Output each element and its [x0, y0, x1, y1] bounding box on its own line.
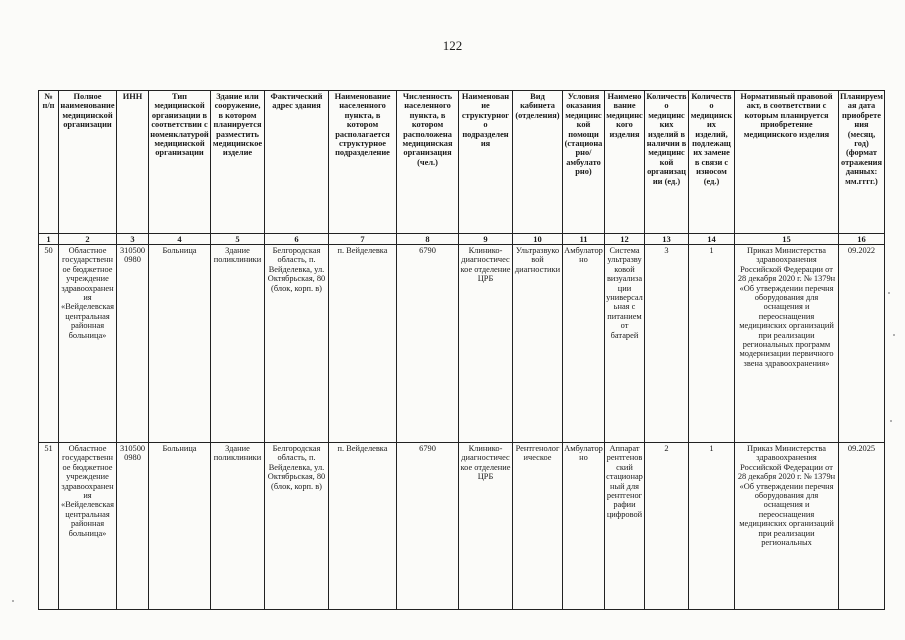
device-name: Система ультразвуковой визуализации универсальная с питанием от батарей — [605, 245, 645, 443]
column-number-row — [39, 234, 885, 245]
building: Здание поликлиники — [211, 443, 265, 610]
inn: 3105000980 — [117, 443, 149, 610]
planned-date: 09.2025 — [839, 443, 885, 610]
column-number: 12 — [605, 234, 645, 245]
column-number: 16 — [839, 234, 885, 245]
subdivision: Клинико-диагностическое отделение ЦРБ — [459, 245, 513, 443]
scan-speck — [890, 420, 892, 422]
row-number: 50 — [39, 245, 59, 443]
header-cell: Наименование населенного пункта, в котором располагается структурное подразделение — [329, 91, 397, 234]
organization-name: Областное государственное бюджетное учреждение здравоохранения «Вейделевская центральная районная больница» — [59, 443, 117, 610]
column-number: 2 — [59, 234, 117, 245]
header-cell: Наименование структурного подразделения — [459, 91, 513, 234]
organization-type: Больница — [149, 443, 211, 610]
column-number: 4 — [149, 234, 211, 245]
cabinet-type: Ультразвуковой диагностики — [513, 245, 563, 443]
cabinet-type: Рентгенологическое — [513, 443, 563, 610]
scan-speck — [12, 600, 14, 602]
column-number: 1 — [39, 234, 59, 245]
scan-speck — [893, 334, 895, 336]
header-cell: Наименование медицинского изделия — [605, 91, 645, 234]
scan-speck — [888, 292, 890, 294]
population: 6790 — [397, 443, 459, 610]
column-number: 7 — [329, 234, 397, 245]
column-number: 5 — [211, 234, 265, 245]
legal-act: Приказ Министерства здравоохранения Российской Федерации от 28 декабря 2020 г. № 1379н «Об утверждении перечня оборудования для оснащения и переоснащения медицинских организаций при реализации региональных — [735, 443, 839, 610]
header-cell: Условия оказания медицинской помощи (стационарно/амбулаторно) — [563, 91, 605, 234]
column-number: 11 — [563, 234, 605, 245]
care-conditions: Амбулаторно — [563, 245, 605, 443]
address: Белгородская область, п. Вейделевка, ул. Октябрьская, 80 (блок, корп. в) — [265, 443, 329, 610]
population: 6790 — [397, 245, 459, 443]
subdivision: Клинико-диагностическое отделение ЦРБ — [459, 443, 513, 610]
header-row — [39, 91, 885, 234]
column-number: 14 — [689, 234, 735, 245]
column-number: 13 — [645, 234, 689, 245]
address: Белгородская область, п. Вейделевка, ул. Октябрьская, 80 (блок, корп. в) — [265, 245, 329, 443]
organization-type: Больница — [149, 245, 211, 443]
page-number: 122 — [442, 38, 463, 53]
header-cell: Фактический адрес здания — [265, 91, 329, 234]
legal-act: Приказ Министерства здравоохранения Российской Федерации от 28 декабря 2020 г. № 1379н «Об утверждении перечня оборудования для оснащения и переоснащения медицинских организаций при реализации региональных программ модернизации первичного звена здравоохранения» — [735, 245, 839, 443]
header-cell: Вид кабинета (отделения) — [513, 91, 563, 234]
planned-date: 09.2022 — [839, 245, 885, 443]
header-cell: Полное наименование медицинской организации — [59, 91, 117, 234]
qty-replace: 1 — [689, 245, 735, 443]
header-cell: Тип медицинской организации в соответствии с номенклатурой медицинской организации — [149, 91, 211, 234]
column-number: 15 — [735, 234, 839, 245]
settlement: п. Вейделевка — [329, 245, 397, 443]
settlement: п. Вейделевка — [329, 443, 397, 610]
organization-name: Областное государственное бюджетное учреждение здравоохранения «Вейделевская центральная районная больница» — [59, 245, 117, 443]
column-number: 8 — [397, 234, 459, 245]
column-number: 10 — [513, 234, 563, 245]
column-number: 3 — [117, 234, 149, 245]
qty-available: 3 — [645, 245, 689, 443]
care-conditions: Амбулаторно — [563, 443, 605, 610]
row-number: 51 — [39, 443, 59, 610]
inn: 3105000980 — [117, 245, 149, 443]
building: Здание поликлиники — [211, 245, 265, 443]
column-number: 6 — [265, 234, 329, 245]
device-name: Аппарат рентгеновский стационарный для рентгенографии цифровой — [605, 443, 645, 610]
column-number: 9 — [459, 234, 513, 245]
table-row — [39, 245, 885, 443]
header-cell: Количество медицинских изделий, подлежащих замене в связи с износом (ед.) — [689, 91, 735, 234]
header-cell: Здание или сооружение, в котором планируется разместить медицинское изделие — [211, 91, 265, 234]
header-cell: ИНН — [117, 91, 149, 234]
equipment-registry-table — [38, 90, 885, 610]
qty-available: 2 — [645, 443, 689, 610]
header-cell: Численность населенного пункта, в котором расположена медицинская организация (чел.) — [397, 91, 459, 234]
header-cell: Нормативный правовой акт, в соответствии с которым планируется приобретение медицинского изделия — [735, 91, 839, 234]
table-row — [39, 443, 885, 610]
header-cell: Планируемая дата приобретения (месяц, год) (формат отражения данных: мм.гггг.) — [839, 91, 885, 234]
qty-replace: 1 — [689, 443, 735, 610]
header-cell: Количество медицинских изделий в наличии в медицинской организации (ед.) — [645, 91, 689, 234]
header-cell: № п/п — [39, 91, 59, 234]
